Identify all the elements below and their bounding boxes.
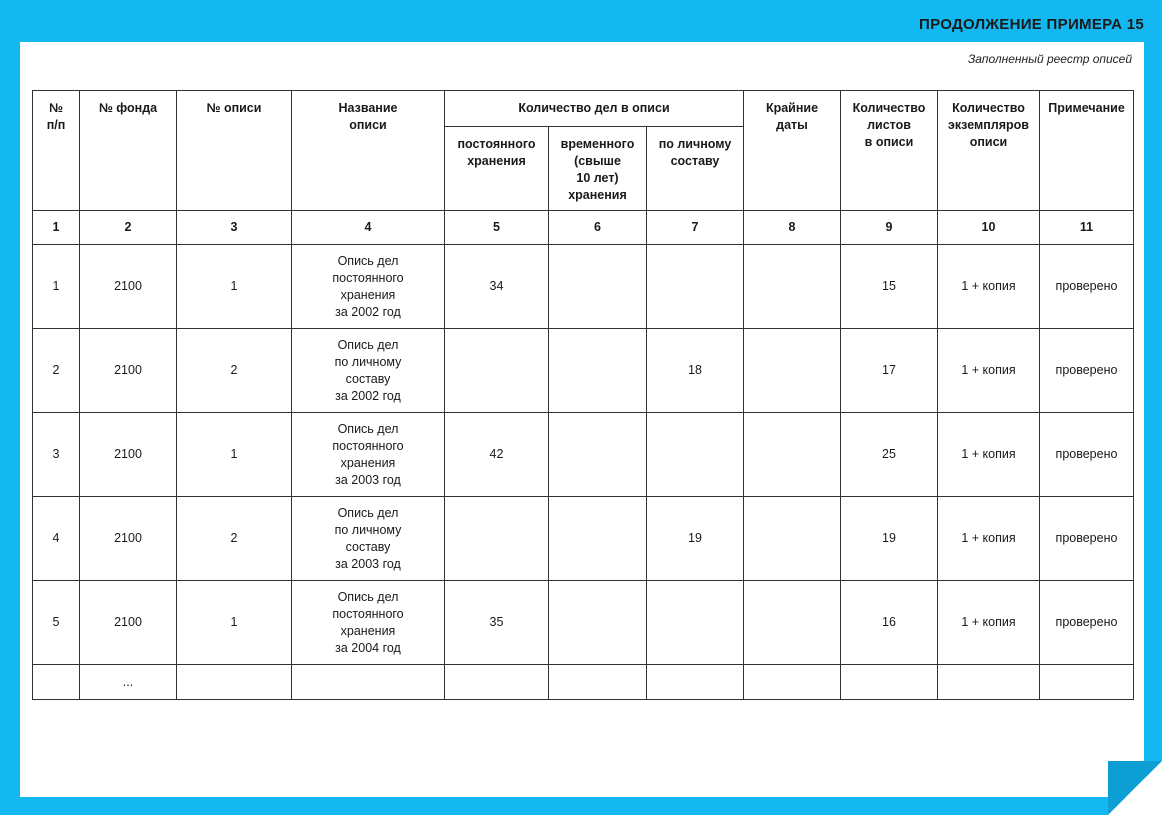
empty-cell (647, 665, 744, 700)
header-fond: № фонда (80, 91, 177, 211)
column-number: 5 (445, 211, 549, 245)
table-row (33, 245, 1134, 329)
header-sheets: Количество листов в описи (841, 91, 938, 211)
cell-num: 5 (33, 581, 80, 665)
cell-personnel (647, 413, 744, 497)
cell-opis: 2 (177, 329, 292, 413)
column-number-row (33, 211, 1134, 245)
cell-sheets: 25 (841, 413, 938, 497)
cell-sheets: 17 (841, 329, 938, 413)
cell-name: Опись дел постоянного хранения за 2004 год (292, 581, 445, 665)
cell-temporary (549, 581, 647, 665)
empty-cell (177, 665, 292, 700)
cell-permanent (445, 329, 549, 413)
cell-temporary (549, 413, 647, 497)
cell-note: проверено (1040, 581, 1134, 665)
cell-personnel: 19 (647, 497, 744, 581)
cell-personnel (647, 581, 744, 665)
column-number: 10 (938, 211, 1040, 245)
header-personnel: по личному составу (647, 127, 744, 211)
page-curl-icon (1108, 761, 1162, 815)
register-table (32, 90, 1134, 700)
cell-dates (744, 329, 841, 413)
column-number: 4 (292, 211, 445, 245)
table-row (33, 497, 1134, 581)
column-number: 3 (177, 211, 292, 245)
header-temporary: временного (свыше 10 лет) хранения (549, 127, 647, 211)
cell-opis: 2 (177, 497, 292, 581)
empty-cell (33, 665, 80, 700)
column-number: 7 (647, 211, 744, 245)
cell-opis: 1 (177, 413, 292, 497)
empty-cell (841, 665, 938, 700)
empty-cell (445, 665, 549, 700)
cell-permanent: 35 (445, 581, 549, 665)
empty-cell (292, 665, 445, 700)
cell-dates (744, 245, 841, 329)
empty-cell (1040, 665, 1134, 700)
cell-copies: 1 + копия (938, 413, 1040, 497)
empty-cell (938, 665, 1040, 700)
cell-fond: 2100 (80, 581, 177, 665)
cell-permanent: 34 (445, 245, 549, 329)
cell-permanent (445, 497, 549, 581)
cell-name: Опись дел по личному составу за 2003 год (292, 497, 445, 581)
table-row-ellipsis (33, 665, 1134, 700)
table-row (33, 413, 1134, 497)
column-number: 2 (80, 211, 177, 245)
header-permanent: постоянного хранения (445, 127, 549, 211)
cell-fond: 2100 (80, 497, 177, 581)
cell-note: проверено (1040, 413, 1134, 497)
cell-temporary (549, 497, 647, 581)
ellipsis-cell: ... (80, 665, 177, 700)
cell-opis: 1 (177, 581, 292, 665)
header-dates: Крайние даты (744, 91, 841, 211)
column-number: 9 (841, 211, 938, 245)
table-subtitle: Заполненный реестр описей (967, 52, 1132, 66)
cell-copies: 1 + копия (938, 581, 1040, 665)
cell-opis: 1 (177, 245, 292, 329)
cell-permanent: 42 (445, 413, 549, 497)
cell-copies: 1 + копия (938, 245, 1040, 329)
cell-fond: 2100 (80, 245, 177, 329)
cell-num: 4 (33, 497, 80, 581)
column-number: 6 (549, 211, 647, 245)
cell-fond: 2100 (80, 329, 177, 413)
cell-fond: 2100 (80, 413, 177, 497)
cell-personnel (647, 245, 744, 329)
cell-dates (744, 413, 841, 497)
cell-temporary (549, 329, 647, 413)
cell-num: 3 (33, 413, 80, 497)
table-row (33, 581, 1134, 665)
cell-copies: 1 + копия (938, 329, 1040, 413)
empty-cell (549, 665, 647, 700)
cell-num: 1 (33, 245, 80, 329)
table-row (33, 329, 1134, 413)
header-num: № п/п (33, 91, 80, 211)
column-number: 8 (744, 211, 841, 245)
cell-temporary (549, 245, 647, 329)
header-copies: Количество экземпляров описи (938, 91, 1040, 211)
cell-note: проверено (1040, 497, 1134, 581)
cell-sheets: 19 (841, 497, 938, 581)
header-name: Название описи (292, 91, 445, 211)
cell-sheets: 16 (841, 581, 938, 665)
cell-note: проверено (1040, 329, 1134, 413)
cell-dates (744, 497, 841, 581)
header-count-group: Количество дел в описи (445, 91, 744, 127)
cell-copies: 1 + копия (938, 497, 1040, 581)
header-note: Примечание (1040, 91, 1134, 211)
cell-name: Опись дел постоянного хранения за 2003 год (292, 413, 445, 497)
cell-personnel: 18 (647, 329, 744, 413)
cell-sheets: 15 (841, 245, 938, 329)
header-opis: № описи (177, 91, 292, 211)
cell-name: Опись дел постоянного хранения за 2002 год (292, 245, 445, 329)
cell-num: 2 (33, 329, 80, 413)
empty-cell (744, 665, 841, 700)
column-number: 11 (1040, 211, 1134, 245)
column-number: 1 (33, 211, 80, 245)
cell-dates (744, 581, 841, 665)
cell-name: Опись дел по личному составу за 2002 год (292, 329, 445, 413)
example-title: ПРОДОЛЖЕНИЕ ПРИМЕРА 15 (919, 16, 1144, 33)
cell-note: проверено (1040, 245, 1134, 329)
